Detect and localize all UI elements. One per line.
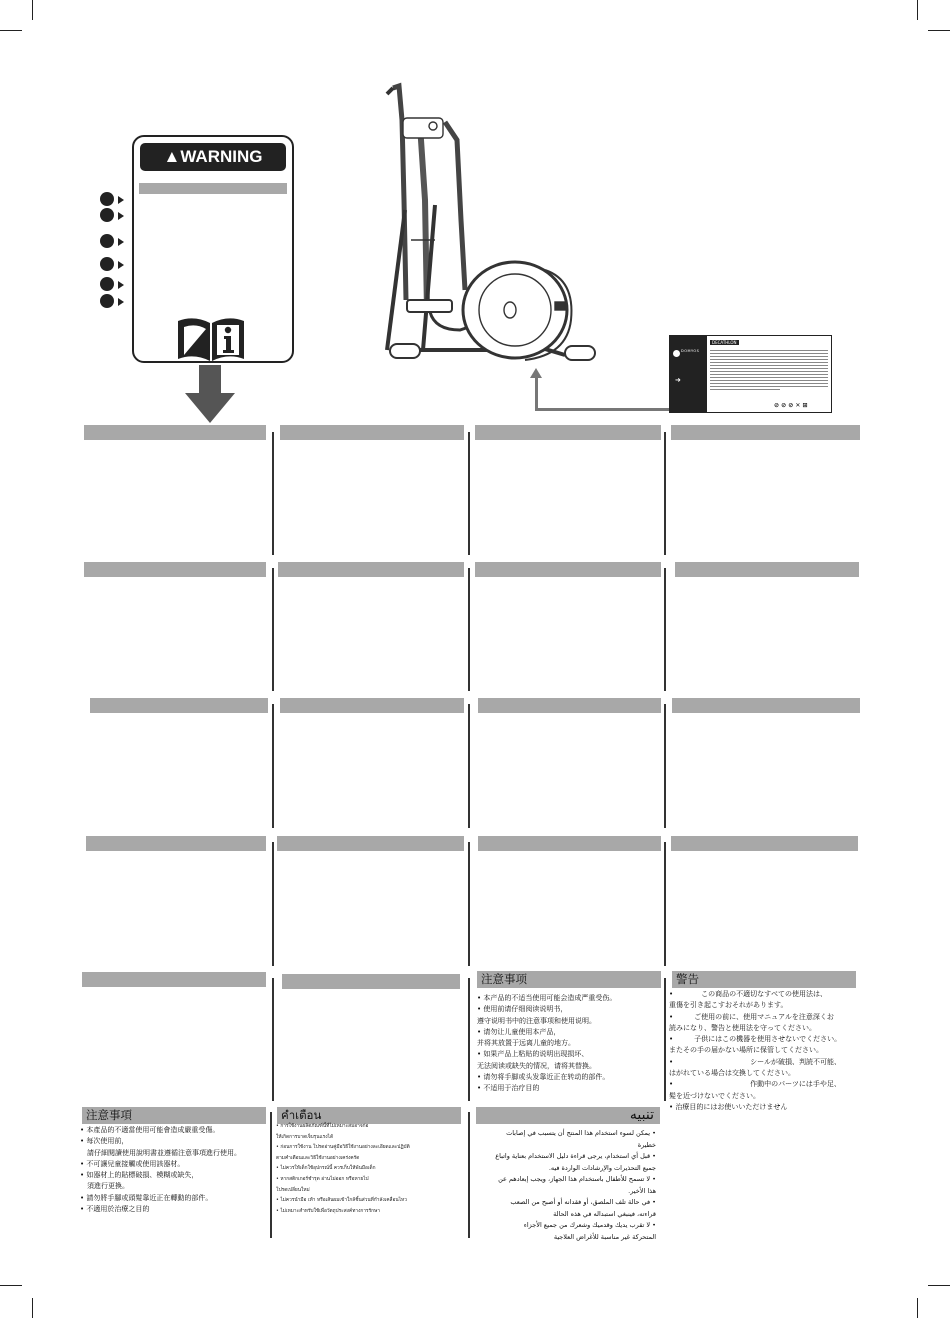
- brand-logo-icon: [673, 350, 680, 357]
- text-line: 并将其放置于远离儿童的地方。: [477, 1039, 575, 1048]
- section-header-ar: [476, 1107, 660, 1124]
- elliptical-trainer-illustration: [375, 80, 615, 394]
- section-title-ar: تنبيه: [629, 1107, 654, 1123]
- column-divider: [664, 842, 666, 966]
- section-title-ja: 警告: [676, 972, 699, 986]
- bullet-arrow-icon: [118, 261, 124, 269]
- text-line: • ก่อนการใช้งาน โปรดอ่านคู่มือวิธีใช้งานอย่างละเอียดและปฏิบัติ: [276, 1145, 410, 1151]
- section-body-ja: [669, 989, 859, 1113]
- text-line: • 子供にはこの機器を使用させないでください。: [669, 1035, 842, 1044]
- text-line: • ไม่เหมาะสำหรับใช้เพื่อวัตถุประสงค์ทางการรักษา: [276, 1208, 380, 1214]
- text-line: โปรดเปลี่ยนใหม่: [276, 1187, 310, 1193]
- certification-marks-icon: ⊘ ⊘ ⊘ ✕ ⊞: [774, 402, 808, 409]
- crop-mark: [32, 1298, 33, 1318]
- section-header-zh-cn: [477, 971, 661, 988]
- bullet-marker: [100, 234, 114, 248]
- text-line: • 本產品的不適當使用可能會造成嚴重受傷。: [80, 1126, 220, 1134]
- text-line: • قبل أي استخدام، يرجى قراءة دليل الاستخدام بعناية واتباع: [495, 1152, 656, 1160]
- column-divider: [272, 432, 274, 555]
- column-divider: [468, 1112, 470, 1238]
- text-line: • 不适用于治疗目的: [477, 1084, 540, 1093]
- crop-mark: [917, 0, 918, 20]
- section-header-bar: [86, 836, 266, 851]
- text-line: • 每次使用前，: [80, 1137, 129, 1146]
- section-body-th: [276, 1122, 464, 1217]
- text-line: • 請勿將手腳或頭髮靠近正在轉動的部件。: [80, 1193, 213, 1202]
- text-line: خطيرة: [637, 1140, 656, 1149]
- section-header-bar: [675, 562, 859, 577]
- text-line: 重傷を引き起こすおそれがあります。: [669, 1001, 788, 1010]
- text-line: • 如器材上的貼標破損、模糊或缺失，: [80, 1171, 199, 1180]
- bullet-arrow-icon: [118, 281, 124, 289]
- text-line: • لا تسمح للأطفال باستخدام هذا الجهاز، ويجب إبعادهم عن: [498, 1175, 656, 1183]
- section-header-bar: [277, 836, 464, 851]
- section-header-ja: [672, 971, 856, 988]
- bullet-arrow-icon: [118, 298, 124, 306]
- text-line: • 不可讓兒童接觸或使用該器材。: [80, 1159, 185, 1168]
- label-pointer-line: [535, 375, 538, 411]
- crop-mark: [928, 1285, 950, 1286]
- text-line: 読みになり、警告と使用法を守ってください。: [669, 1023, 816, 1032]
- section-header-bar: [82, 972, 266, 987]
- section-header-bar: [278, 562, 464, 577]
- text-line: • ไม่ควรให้เด็กใช้อุปกรณ์นี้ ควรเก็บให้พ้นมือเด็ก: [276, 1166, 376, 1172]
- text-line: هذا الأخير.: [628, 1186, 656, 1195]
- brand-logo-text: DOMYOS: [681, 349, 700, 353]
- section-header-bar: [84, 562, 266, 577]
- column-divider: [664, 568, 666, 691]
- section-header-bar: [282, 974, 460, 989]
- section-body-zh-tw: [80, 1125, 268, 1215]
- column-divider: [468, 568, 470, 691]
- down-arrow-icon: [185, 365, 235, 429]
- section-header-bar: [280, 698, 464, 713]
- text-line: またその手の届かない場所に保管してください。: [669, 1046, 823, 1055]
- bullet-marker: [100, 192, 114, 206]
- text-line: جميع التحذيرات والإرشادات الواردة فيه.: [548, 1163, 656, 1172]
- text-line: • この商品の不適切なすべての使用法は、: [669, 990, 827, 998]
- section-header-bar: [672, 698, 860, 713]
- column-divider: [272, 568, 274, 691]
- bullet-marker: [100, 257, 114, 271]
- text-line: قراءته، فينبغي استبداله في هذه الحالة: [553, 1209, 656, 1218]
- text-line: 无法阅读或缺失的情况，请将其替换。: [477, 1061, 596, 1070]
- text-line: 髪を近づけないでください。: [669, 1091, 760, 1100]
- text-line: • 如果产品上粘贴的说明出现损坏、: [477, 1050, 589, 1059]
- column-divider: [468, 978, 470, 1101]
- text-line: • การใช้งานผลิตภัณฑ์นี้ที่ไม่เหมาะสมอาจก่อ: [276, 1124, 369, 1129]
- label-side-band: [670, 336, 707, 412]
- column-divider: [664, 978, 666, 1101]
- section-header-bar: [90, 698, 268, 713]
- section-header-bar: [671, 425, 860, 440]
- warning-triangle-icon: ▲: [163, 147, 181, 166]
- text-line: はがれている場合は交換してください。: [669, 1069, 795, 1078]
- text-line: • لا تقرب يديك وقدميك وشعرك من جميع الأجزاء: [523, 1221, 656, 1229]
- text-line: 遵守说明书中的注意事项和使用说明。: [477, 1016, 596, 1025]
- section-title-zh-cn: 注意事项: [481, 972, 527, 986]
- crop-mark: [917, 1298, 918, 1318]
- crop-mark: [0, 1285, 22, 1286]
- column-divider: [270, 1112, 272, 1238]
- text-line: • ไม่ควรนำมือ เท้า หรือเส้นผมเข้าใกล้ชิ้นส่วนที่กำลังเคลื่อนไหว: [276, 1198, 407, 1204]
- label-fine-print: [710, 350, 828, 390]
- section-header-bar: [671, 836, 858, 851]
- text-line: • シールが破損、判読不可能、: [669, 1057, 841, 1066]
- text-line: • في حالة تلف الملصق، أو فقدانه أو أصبح من الصعب: [510, 1198, 656, 1206]
- label-pointer-line: [535, 408, 670, 411]
- column-divider: [272, 842, 274, 966]
- text-line: • 作動中のパーツには手や足、: [669, 1080, 841, 1089]
- text-line: • 请勿让儿童使用本产品，: [477, 1027, 561, 1036]
- text-line: 須進行更換。: [80, 1182, 129, 1191]
- section-header-bar: [475, 425, 661, 440]
- crop-mark: [32, 0, 33, 20]
- text-line: • 使用前请仔细阅读说明书，: [477, 1005, 568, 1014]
- bullet-arrow-icon: [118, 196, 124, 204]
- bullet-arrow-icon: [118, 212, 124, 220]
- section-header-bar: [280, 425, 464, 440]
- text-line: • หากสติกเกอร์ชำรุด อ่านไม่ออก หรือหายไป: [276, 1176, 369, 1182]
- product-label-card: [669, 335, 832, 413]
- crop-mark: [928, 30, 950, 31]
- text-line: • 治療目的にはお使いいただけません: [669, 1102, 788, 1111]
- section-header-bar: [478, 698, 661, 713]
- section-title-zh-tw: 注意事項: [86, 1108, 132, 1122]
- section-body-ar: [478, 1128, 656, 1243]
- text-line: ตามคำเตือนและวิธีใช้งานอย่างเคร่งครัด: [276, 1155, 360, 1161]
- column-divider: [272, 704, 274, 828]
- warning-title: WARNING: [180, 147, 263, 166]
- bullet-marker: [100, 208, 114, 222]
- text-line: ให้เกิดการบาดเจ็บรุนแรงได้: [276, 1134, 334, 1140]
- warning-subheader-bar: [139, 183, 287, 194]
- section-header-bar: [478, 836, 661, 851]
- text-line: • ご使用の前に、使用マニュアルを注意深くお: [669, 1012, 834, 1021]
- warning-banner: [140, 143, 286, 171]
- bullet-marker: [100, 294, 114, 308]
- column-divider: [468, 842, 470, 966]
- column-divider: [272, 978, 274, 1101]
- label-brand: DECATHLON: [712, 340, 737, 345]
- text-line: • 本产品的不适当使用可能会造成严重受伤。: [477, 994, 617, 1002]
- text-line: • يمكن لسوء استخدام هذا المنتج أن يتسبب في إصابات: [506, 1129, 656, 1137]
- text-line: 請仔細閱讀使用說明書並遵循注意事項進行使用。: [80, 1148, 241, 1157]
- bullet-marker: [100, 277, 114, 291]
- label-pointer-arrowhead-icon: [530, 368, 542, 378]
- text-line: المتحركة غير مناسبة للأغراض العلاجية: [553, 1232, 656, 1241]
- section-header-bar: [475, 562, 661, 577]
- section-header-zh-tw: [82, 1107, 266, 1124]
- bullet-arrow-icon: [118, 238, 124, 246]
- section-body-zh-cn: [477, 993, 663, 1095]
- section-header-bar: [84, 425, 266, 440]
- column-divider: [468, 704, 470, 828]
- crop-mark: [0, 30, 22, 31]
- column-divider: [468, 432, 470, 555]
- text-line: • 不適用於治療之目的: [80, 1205, 150, 1214]
- arrow-right-icon: ➜: [675, 376, 681, 384]
- warning-card: [132, 135, 294, 363]
- warning-bullet-list: [102, 192, 132, 312]
- column-divider: [664, 432, 666, 555]
- text-line: • 请勿将手脚或头发靠近正在转动的部件。: [477, 1073, 610, 1082]
- open-book-info-icon: [176, 315, 246, 367]
- section-title-th: คำเตือน: [281, 1108, 322, 1122]
- column-divider: [664, 704, 666, 828]
